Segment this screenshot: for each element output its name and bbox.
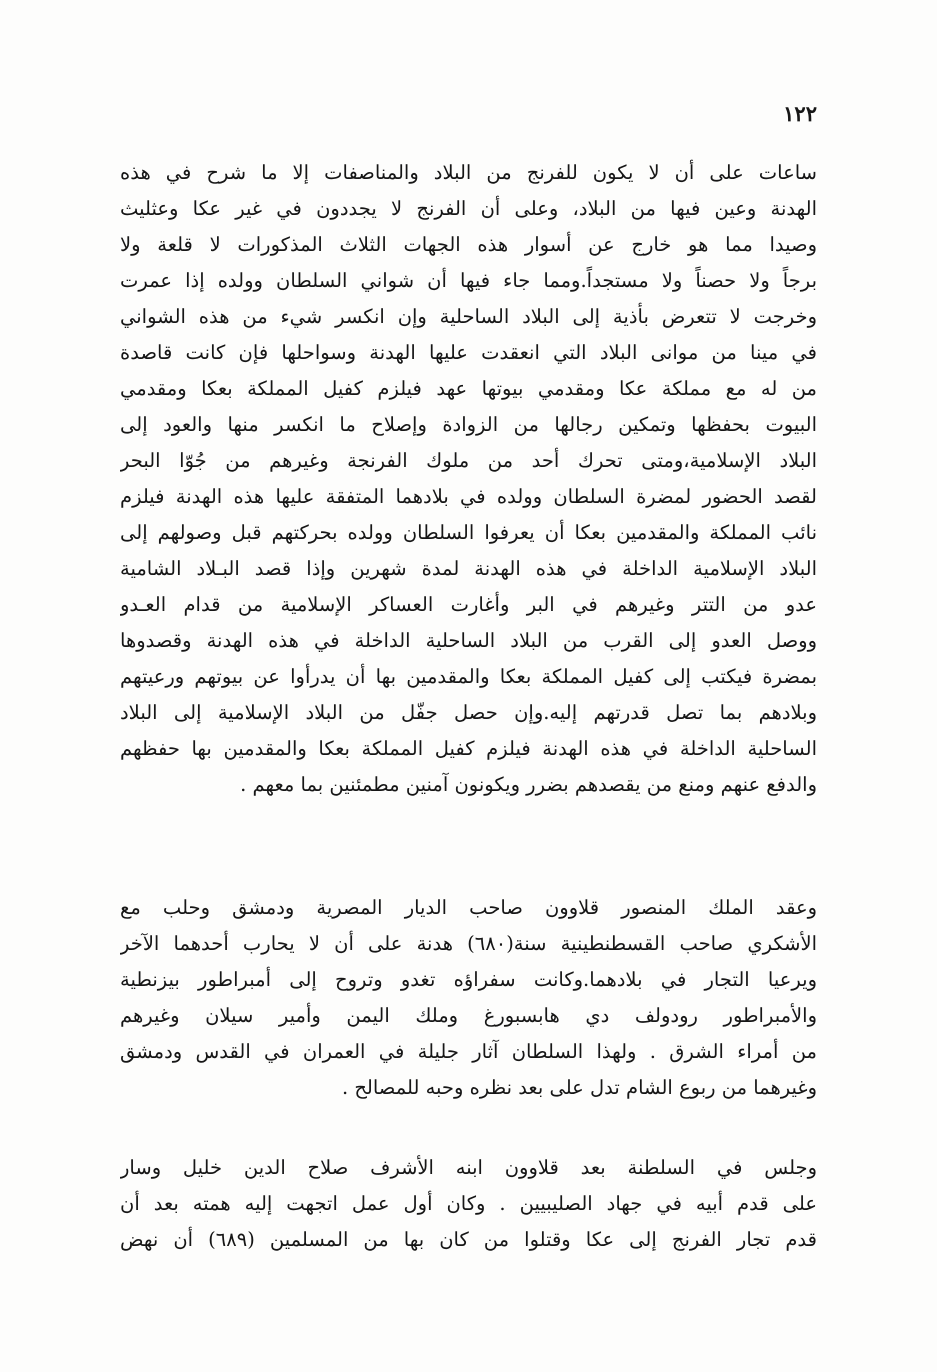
text-line: البيوت بحفظها وتمكين رجالها من الزوادة وإصلاح ما انكسر منها والعود إلى (120, 413, 817, 436)
text-line: وخرجت لا تتعرض بأذية إلى البلاد الساحلية وإن انكسر شيء من هذه الشواني (120, 305, 817, 328)
text-line: على قدم أبيه في جهاد الصليبيين . وكان أول عمل اتجهت إليه همته بعد أن (120, 1192, 817, 1215)
text-line: وصيدا مما هو خارج عن أسوار هذه الجهات الثلاث المذكورات لا قلعة ولا (120, 233, 817, 256)
text-line: بمضرة فيكتب إلى كفيل المملكة بعكا والمقدمين بها أن يدرأوا عن بيوتهم ورعيتهم (120, 665, 817, 688)
text-line: وبلادهم بما تصل قدرتهم إليه.وإن حصل جفّل من البلاد الإسلامية إلى البلاد (120, 701, 817, 724)
page-number: ١٢٢ (783, 101, 817, 126)
text-line: وغيرهما من ربوع الشام تدل على بعد نظره وحبه للمصالح . (341, 1076, 817, 1099)
text-line: الساحلية الداخلة في هذه الهدنة فيلزم كفيل المملكة بعكا والمقدمين بها حفظهم (120, 737, 817, 760)
text-line: وعقد الملك المنصور قلاوون صاحب الديار المصرية ودمشق وحلب مع (120, 896, 817, 919)
text-line: نائب المملكة والمقدمين بعكا أن يعرفوا السلطان وولده بحركتهم قبل وصولهم إلى (120, 521, 817, 544)
text-line: ويرعيا التجار في بلادهما.وكانت سفراؤه تغدو وتروح إلى أمبراطور بيزنطية (120, 968, 817, 991)
text-line: ووصل العدو إلى القرب من البلاد الساحلية الداخلة في هذه الهدنة وقصدوها (120, 629, 817, 652)
text-line: وجلس في السلطنة بعد قلاوون ابنه الأشرف صلاح الدين خليل وسار (120, 1156, 817, 1179)
text-line: برجاً ولا حصناً ولا مستجداً.ومما جاء فيها أن شواني السلطان وولده إذا عمرت (120, 269, 817, 292)
text-line: لقصد الحضور لمضرة السلطان وولده في بلادهما المتفقة عليها هذه الهدنة فيلزم (120, 485, 817, 508)
text-line: ساعات على أن لا يكون للفرنج من البلاد والمناصفات إلا ما شرح في هذه (120, 161, 817, 184)
text-line: في مينا من موانى البلاد التي انعقدت عليها الهدنة وسواحلها فإن كانت قاصدة (120, 341, 817, 364)
text-line: من له مع مملكة عكا ومقدمي بيوتها عهد فيلزم كفيل المملكة بعكا ومقدمي (120, 377, 817, 400)
text-line: البلاد الإسلامية،ومتى تحرك أحد من ملوك الفرنجة وغيرهم من جُوّا البحر (120, 449, 817, 472)
text-line: قدم تجار الفرنج إلى عكا وقتلوا من كان بها من المسلمين (٦٨٩) أن نهض (120, 1228, 817, 1251)
text-line: الهدنة وعين فيها من البلاد، وعلى أن الفرنج لا يجددون في غير عكا وعثليث (120, 197, 817, 220)
text-line: والأمبراطور رودولف دي هابسبورغ وملك اليمن وأمير سيلان وغيرهم (120, 1004, 817, 1027)
text-line: عدو من التتر وغيرهم في البر وأغارت العساكر الإسلامية من قدام العـدو (120, 593, 817, 616)
text-line: الأشكري صاحب القسطنطينية سنة(٦٨٠) هدنة على أن لا يحارب أحدهما الآخر (120, 932, 817, 955)
paragraph (120, 1150, 817, 1258)
text-line: البلاد الإسلامية الداخلة في هذه الهدنة لمدة شهرين وإذا قصد البـلاد الشامية (120, 557, 817, 580)
text-line: والدفع عنهم ومنع من يقصدهم بضرر ويكونون آمنين مطمئنين بما معهم . (240, 773, 817, 796)
paragraph (120, 155, 817, 803)
text-line: من أمراء الشرق . ولهذا السلطان آثار جليلة في العمران في القدس ودمشق (120, 1040, 817, 1063)
paragraph (120, 890, 817, 1106)
